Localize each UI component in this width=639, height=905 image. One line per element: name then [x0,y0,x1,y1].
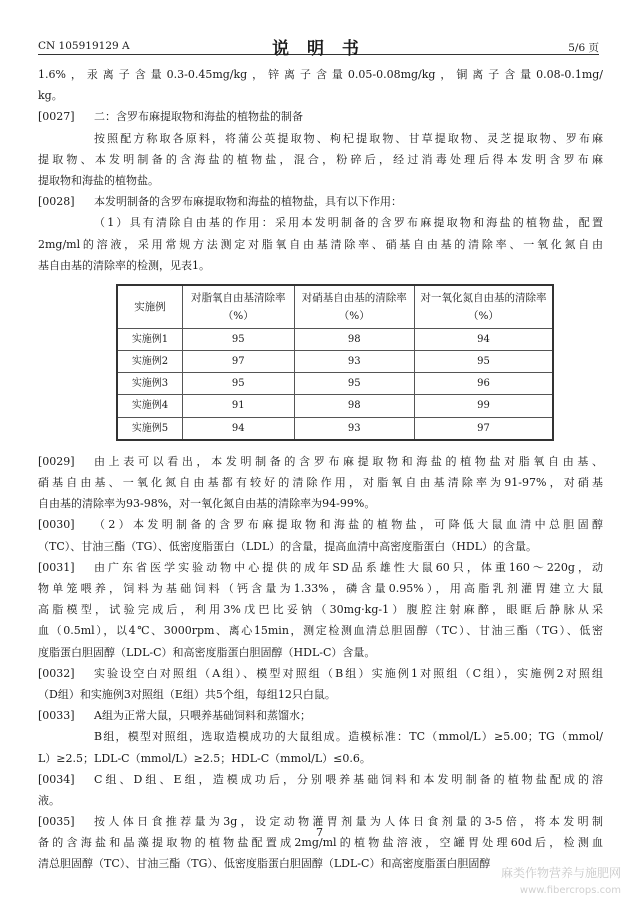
text-line: L）≥2.5；LDL-C（mmol/L）≥2.5；HDL-C（mmol/L）≤0.6。 [38,751,371,765]
paragraph-number: [0034] [38,772,75,786]
table-cell: 95 [414,351,553,373]
page-label: 5/6 页 [568,42,599,54]
page-number: 7 [316,826,323,839]
paragraph-number: [0029] [38,454,75,468]
table-cell: 98 [294,395,414,417]
table-cell: 94 [414,328,553,350]
document-title: 说 明 书 [272,39,365,59]
paragraph [38,726,603,768]
table-row [117,373,553,395]
text-line: 提取物和海盐的植物盐。 [38,173,159,187]
text-line: 提取物、本发明制备的含海盐的植物盐，混合，粉碎后，经过消毒处理后得本发明含罗布麻 [38,152,603,166]
paragraph [38,106,603,127]
paragraph-number: [0031] [38,560,75,574]
text-line: 由上表可以看出，本发明制备的含罗布麻提取物和海盐的植物盐对脂氧自由基、 [94,454,603,468]
text-line: C组、D组、E组，造模成功后，分别喂养基础饲料和本发明制备的植物盐配成的溶 [94,772,603,786]
text-line: 自由基的清除率为93-98%，对一氧化氮自由基的清除率为94-99%。 [38,497,376,511]
text-line: （D组）和实施例3对照组（E组）共5个组，每组12只白鼠。 [38,687,336,701]
paragraph [38,663,603,705]
table-header-cell: 对硝基自由基的清除率（%） [294,285,414,329]
table-header-cell: 对脂氧自由基清除率（%） [183,285,295,329]
table-cell: 实施例3 [117,373,183,395]
text-line: 血（0.5ml），以4℃、3000rpm、离心15min，测定检测血清总胆固醇（TC）、甘油三酯（TG）、低密 [38,624,603,638]
text-line: 2mg/ml的溶液，采用常规方法测定对脂氧自由基清除率、硝基自由基的清除率、一氧化氮自由 [38,237,603,251]
text-line: 备的含海盐和晶藻提取物的植物盐配置成2mg/ml的植物盐溶液，空罐胃处理60d后，检测血 [38,836,603,850]
table-cell: 实施例4 [117,395,183,417]
table-row [117,395,553,417]
paragraph [38,557,603,663]
radical-scavenging-table [116,284,554,441]
text-line: 由广东省医学实验动物中心提供的成年SD品系雄性大鼠60只，体重160～220g，动 [94,560,603,574]
table-cell: 98 [294,328,414,350]
paragraph [38,451,603,515]
table-header-cell: 实施例 [117,285,183,329]
paragraph-number: [0027] [38,110,75,124]
section-after-table [38,451,603,875]
paragraph-number: [0033] [38,709,75,723]
table-cell: 95 [183,373,295,395]
paragraph [38,128,603,192]
text-line: 本发明制备的含罗布麻提取物和海盐的植物盐，具有以下作用： [94,195,402,209]
text-line: （1）具有清除自由基的作用：采用本发明制备的含罗布麻提取物和海盐的植物盐，配置 [94,216,603,230]
text-line: B组，模型对照组，选取造模成功的大鼠组成。造模标准：TC（mmol/L）≥5.00；TG（mmol/ [94,730,603,744]
table-row [117,417,553,440]
table-row [117,328,553,350]
text-line: 实验设空白对照组（A组）、模型对照组（B组）实施例1对照组（C组），实施例2对照组 [94,666,603,680]
paragraph [38,64,603,106]
table-row [117,351,553,373]
paragraph-number: [0032] [38,666,75,680]
paragraph [38,212,603,276]
paragraph [38,769,603,811]
table-cell: 97 [183,351,295,373]
watermark-url: www.fibercrops.com [519,885,621,896]
text-line: 高脂模型，试验完成后，利用3%戊巴比妥钠（30mg·kg-1）腹腔注射麻醉，眼眶后静脉从采 [38,603,603,617]
table-cell: 91 [183,395,295,417]
table-cell: 93 [294,417,414,440]
text-line: 按人体日食推荐量为3g，设定动物灌胃剂量为人体日食剂量的3-5倍，将本发明制 [94,815,603,829]
table-cell: 实施例1 [117,328,183,350]
text-line: 液。 [38,793,60,807]
table-cell: 实施例5 [117,417,183,440]
paragraph-number: [0035] [38,815,75,829]
text-line: 清总胆固醇（TC）、甘油三酯（TG）、低密度脂蛋白胆固醇（LDL-C）和高密度脂蛋白胆固醇 [38,857,491,871]
document-body [38,64,603,875]
text-line: kg。 [38,89,63,103]
text-line: A组为正常大鼠，只喂养基础饲料和蒸馏水； [94,709,311,723]
paragraph-number: [0030] [38,518,75,532]
text-line: 物单笼喂养，饲料为基础饲料（钙含量为1.33%，磷含量0.95%），用高脂乳剂灌胃建立大鼠 [38,582,603,596]
text-line: 硝基自由基、一氧化氮自由基都有较好的清除作用，对脂氧自由基清除率为91-97%，对硝基 [38,476,603,490]
table-cell: 96 [414,373,553,395]
table-cell: 93 [294,351,414,373]
section-before-table [38,64,603,276]
watermark-text: 麻类作物营养与施肥网 [500,866,621,880]
text-line: 二：含罗布麻提取物和海盐的植物盐的制备 [94,110,303,124]
text-line: 1.6%，汞离子含量0.3-0.45mg/kg，锌离子含量0.05-0.08mg/kg，铜离子含量0.08-0.1mg/ [38,68,603,81]
table-cell: 95 [294,373,414,395]
table-cell: 99 [414,395,553,417]
table-cell: 94 [183,417,295,440]
patent-number: CN 105919129 A [38,40,130,52]
paragraph [38,705,603,726]
paragraph-number: [0028] [38,195,75,209]
table-cell: 实施例2 [117,351,183,373]
text-line: （2）本发明制备的含罗布麻提取物和海盐的植物盐，可降低大鼠血清中总胆固醇 [94,518,603,532]
text-line: 按照配方称取各原料，将蒲公英提取物、枸杞提取物、甘草提取物、灵芝提取物、罗布麻 [94,131,603,145]
table-header-cell: 对一氧化氮自由基的清除率（%） [414,285,553,329]
text-line: 基自由基的清除率的检测，见表1。 [38,258,210,272]
text-line: （TC）、甘油三酯（TG）、低密度脂蛋白（LDL）的含量，提高血清中高密度脂蛋白（HDL）的含量。 [38,539,538,553]
paragraph [38,191,603,212]
table-header-row [117,285,553,329]
text-line: 度脂蛋白胆固醇（LDL-C）和高密度脂蛋白胆固醇（HDL-C）含量。 [38,645,376,659]
paragraph [38,514,603,556]
document-header [38,32,599,59]
table-cell: 97 [414,417,553,440]
table-cell: 95 [183,328,295,350]
